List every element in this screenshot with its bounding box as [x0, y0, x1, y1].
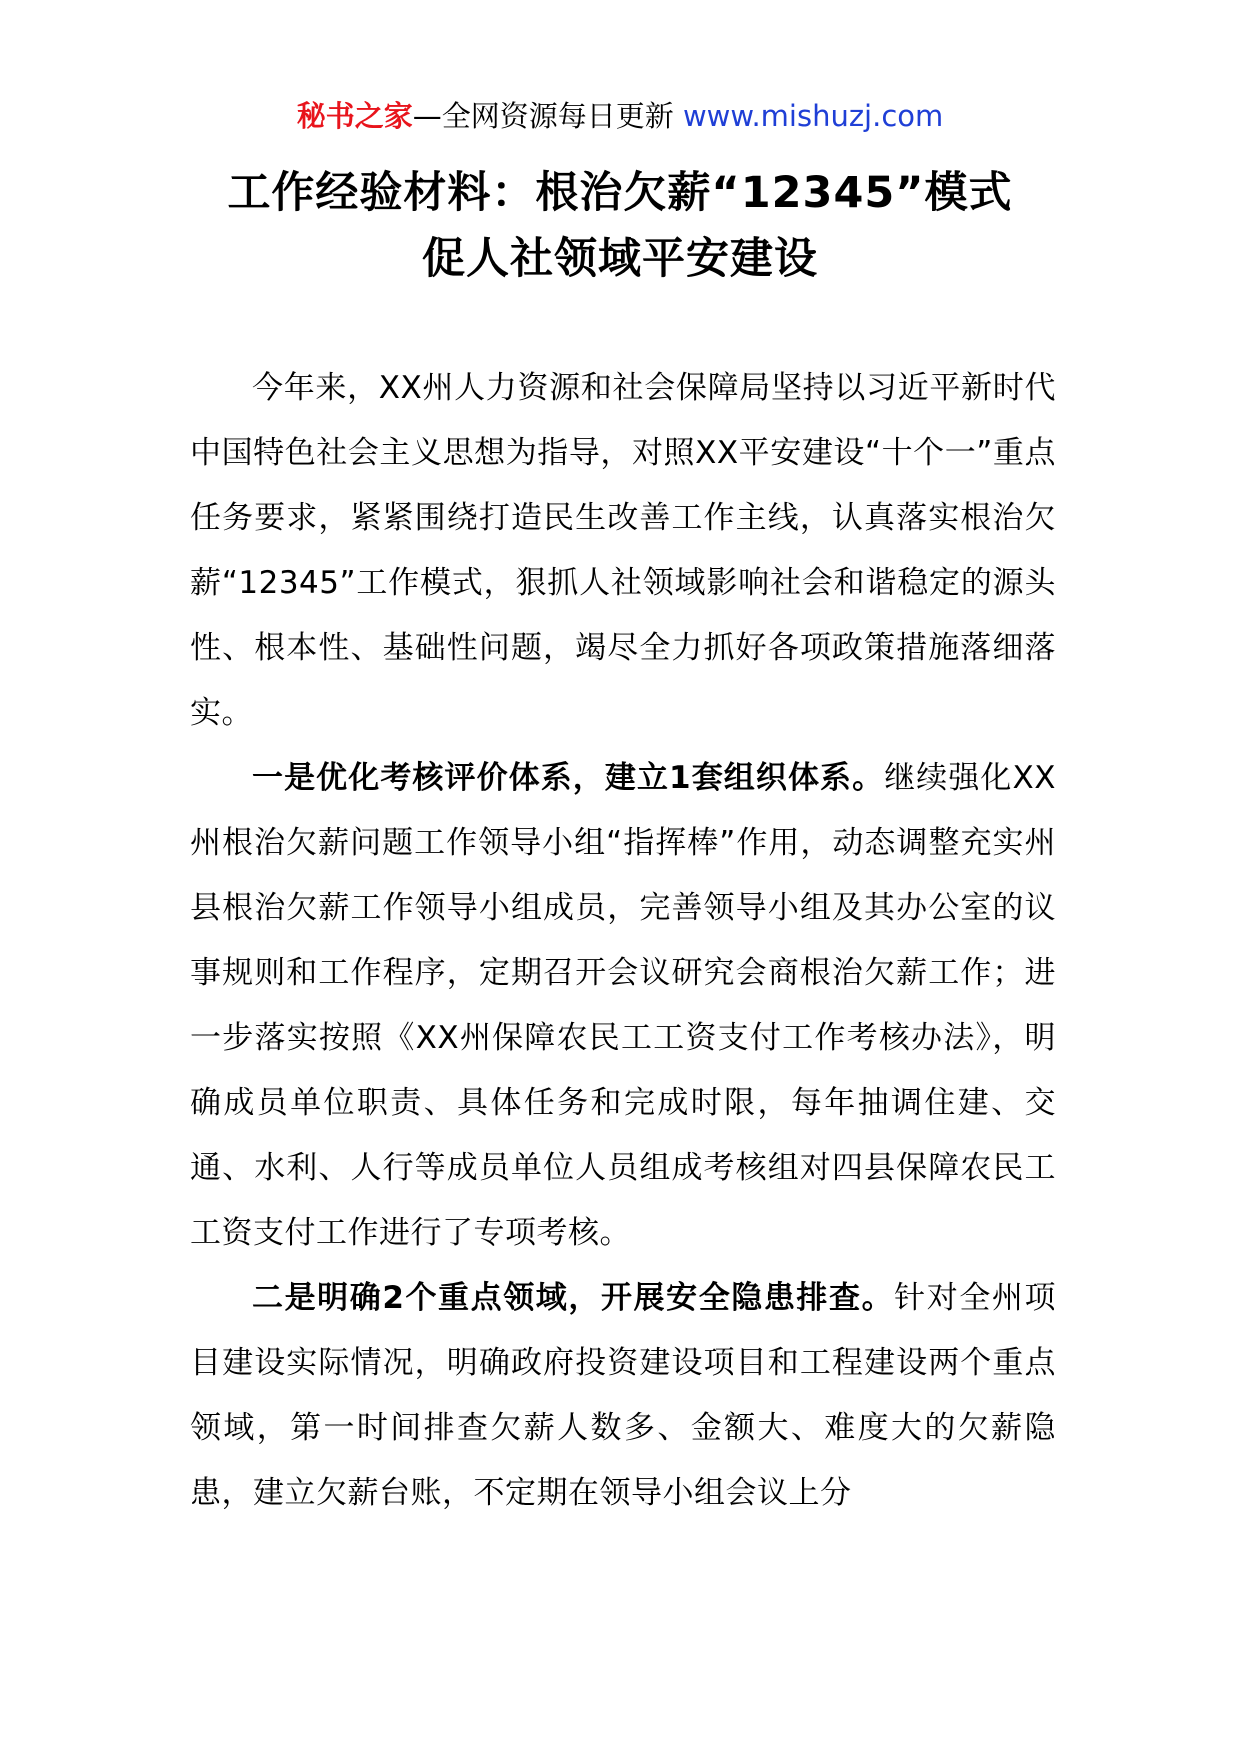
paragraph-lead: 二是明确2个重点领域，开展安全隐患排查。: [252, 1280, 895, 1316]
document-title: [150, 160, 1090, 292]
title-line-2: 促人社领域平安建设: [422, 234, 818, 284]
paragraph: [190, 356, 1056, 746]
paragraph-text: 针对全州项目建设实际情况，明确政府投资建设项目和工程建设两个重点领域，第一时间排查欠薪人数多、金额大、难度大的欠薪隐患，建立欠薪台账，不定期在领导小组会议上分: [190, 1280, 1056, 1511]
paragraph: [190, 746, 1056, 1266]
document-body: [190, 356, 1056, 1526]
paragraph-lead: 一是优化考核评价体系，建立1套组织体系。: [252, 760, 885, 796]
header-tagline: —全网资源每日更新: [412, 99, 674, 133]
site-url-link[interactable]: www.mishuzj.com: [682, 99, 944, 133]
title-line-1: 工作经验材料：根治欠薪“12345”模式: [227, 168, 1013, 218]
paragraph: [190, 1266, 1056, 1526]
site-header: [0, 96, 1240, 136]
paragraph-text: 今年来，XX州人力资源和社会保障局坚持以习近平新时代中国特色社会主义思想为指导，对照XX平安建设“十个一”重点任务要求，紧紧围绕打造民生改善工作主线，认真落实根治欠薪“12345”工作模式，狠抓人社领域影响社会和谐稳定的源头性、根本性、基础性问题，竭尽全力抓好各项政策措施落细落实。: [190, 370, 1056, 731]
brand-name: 秘书之家: [296, 99, 413, 133]
paragraph-text: 继续强化XX州根治欠薪问题工作领导小组“指挥棒”作用，动态调整充实州县根治欠薪工作领导小组成员，完善领导小组及其办公室的议事规则和工作程序，定期召开会议研究会商根治欠薪工作；进一步落实按照《XX州保障农民工工资支付工作考核办法》，明确成员单位职责、具体任务和完成时限，每年抽调住建、交通、水利、人行等成员单位人员组成考核组对四县保障农民工工资支付工作进行了专项考核。: [190, 760, 1056, 1251]
